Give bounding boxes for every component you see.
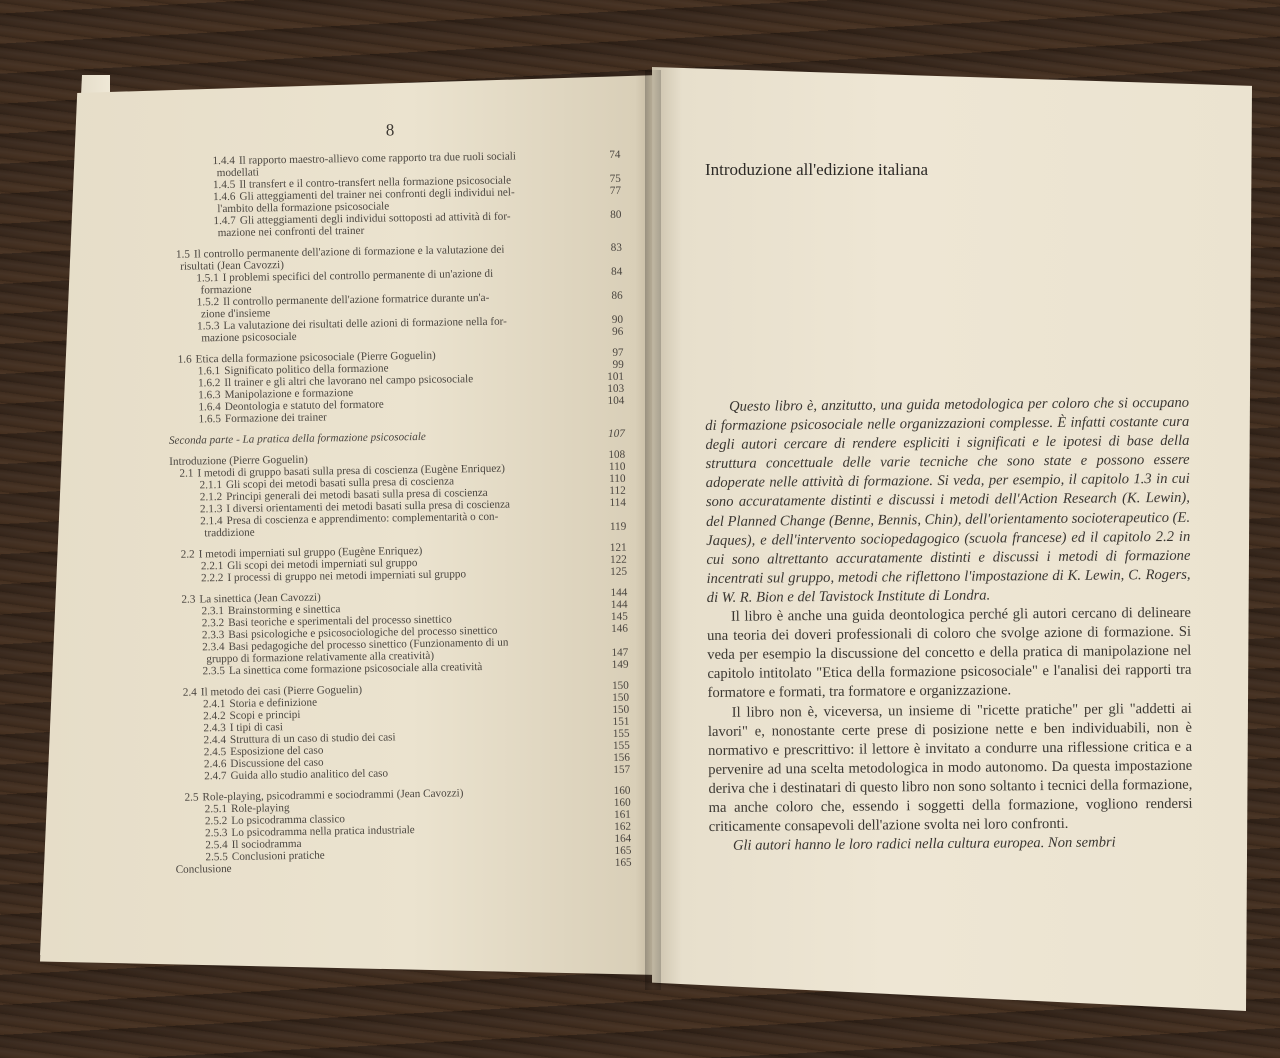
- toc-entry-number: 2.2: [180, 548, 195, 561]
- toc-entry-page: [596, 254, 622, 266]
- toc-entry-title: Basi psicologiche e psicosociologiche del processo sinettico: [228, 624, 498, 641]
- toc-entry-page: 83: [610, 241, 623, 254]
- toc-entry-title: Gli atteggiamenti degli individui sottoposti ad attività di for-: [239, 210, 511, 227]
- toc-entry-title: Lo psicodramma classico: [231, 813, 346, 827]
- toc-entry-page: 146: [611, 622, 629, 635]
- toc-entry-page: 150: [611, 679, 629, 692]
- intro-paragraph: Il libro non è, viceversa, un insieme di "ricette pratiche" per gli "addetti ai lavori" e, nonostante certe prese di posizione nette e ben individuabili, non è normativo e prescrittivo: il lettore è invitato a condurre una riflessione critica e a pervenire ad una scelta metodologica in modo autonomo. Da questa impostazione deriva che i destinatari di questo libro non sono soltanto i tecnici della formazione, ma anche coloro che, essendo i soggetti della formazione, vogliono rendersi criticamente consapevoli dell'azione svolta nei loro confronti.: [707, 700, 1193, 836]
- toc-entry-page: 151: [612, 715, 630, 728]
- toc-entry-title: I problemi specifici del controllo permanente di un'azione di: [222, 267, 494, 285]
- toc-entry-page: 104: [607, 394, 625, 408]
- toc-entry-page: 74: [609, 148, 621, 161]
- toc-entry-title: mazione nei confronti del trainer: [217, 224, 365, 240]
- toc-entry-number: 1.6.2: [197, 377, 221, 390]
- toc-entry-title: Principi generali dei metodi basati sulla presa di coscienza: [226, 486, 488, 504]
- toc-entry-title: Lo psicodramma nella pratica industriale: [231, 824, 415, 839]
- toc-entry-title: Role-playing, psicodrammi e sociodrammi (Jean Cavozzi): [202, 787, 464, 804]
- toc-entry-page: 90: [611, 313, 624, 326]
- toc-entry-number: 2.1.4: [200, 515, 223, 528]
- toc-entry-number: 2.4.1: [202, 698, 226, 711]
- toc-entry-number: 2.5.4: [205, 839, 228, 852]
- toc-entry-title: Brainstorming e sinettica: [227, 603, 341, 617]
- toc-entry-page: 119: [609, 520, 627, 533]
- toc-entry-page: 96: [611, 325, 624, 338]
- table-of-contents: [160, 121, 632, 876]
- toc-entry-title: Il controllo permanente dell'azione formatrice durante un'a-: [223, 291, 490, 309]
- toc-entry-title: Etica della formazione psicosociale (Pierre Goguelin): [195, 349, 436, 366]
- toc-entry-number: 1.4.7: [213, 214, 236, 228]
- toc-entry-page: 150: [612, 703, 630, 716]
- toc-entry-page: 162: [614, 820, 632, 833]
- toc-entry-title: Conclusione: [175, 862, 232, 876]
- toc-entry-page: 164: [614, 832, 632, 845]
- toc-entry-page: 121: [609, 541, 627, 554]
- intro-paragraph: Il libro è anche una guida deontologica perché gli autori cercano di delineare una teoria dei doveri professionali di coloro che svolge azione di formazione. Si veda per esempio la discussione del concetto e della pratica di manipolazione nel capitolo intitolato "Etica della formazione psicosociale" e l'analisi dei rapporti tra formatore e formati, tra formatore e organizzazione.: [707, 604, 1192, 702]
- toc-entry-page: 161: [613, 808, 631, 821]
- toc-list: [160, 149, 631, 876]
- toc-entry-page: [598, 407, 624, 419]
- toc-entry-title: modellati: [216, 166, 260, 180]
- toc-entry-title: Presa di coscienza e apprendimento: complementarità o con-: [226, 510, 499, 528]
- toc-entry-number: 2.2.1: [200, 560, 224, 573]
- toc-entry-title: Il transfert e il contro-transfert nella formazione psicosociale: [239, 174, 512, 191]
- toc-entry-number: 2.1.2: [199, 491, 223, 504]
- toc-entry-page: 165: [614, 856, 632, 869]
- toc-entry-title: Esposizione del caso: [230, 744, 324, 758]
- toc-entry-number: 1.5.2: [196, 296, 220, 309]
- toc-entry-page: 145: [610, 610, 628, 623]
- toc-entry-number: 1.5.3: [197, 320, 220, 333]
- toc-entry-page: 97: [612, 346, 624, 359]
- toc-entry-page: 157: [613, 763, 631, 776]
- toc-entry-page: 110: [609, 472, 626, 485]
- toc-entry-page: 114: [609, 496, 627, 509]
- toc-entry-title: La sinettica (Jean Cavozzi): [199, 591, 321, 606]
- toc-entry-title: risultati (Jean Cavozzi): [180, 259, 285, 273]
- toc-entry-page: 112: [609, 484, 626, 497]
- toc-entry-title: traddizione: [204, 526, 255, 540]
- toc-entry-title: Formazione dei trainer: [224, 411, 327, 426]
- toc-entry-title: Storia e definizione: [229, 696, 318, 710]
- page-number: 8: [385, 120, 395, 140]
- toc-entry-page: 84: [611, 265, 623, 278]
- toc-entry-number: 1.5.1: [196, 272, 219, 285]
- toc-entry-number: 1.4.6: [212, 190, 236, 204]
- toc-entry-page: 103: [607, 382, 625, 396]
- toc-entry-number: 2.5.1: [204, 803, 228, 816]
- book-gutter: [645, 70, 661, 990]
- toc-entry-number: 2.5.2: [204, 815, 228, 828]
- toc-entry-title: Il rapporto maestro-allievo come rapporto tra due ruoli sociali: [238, 150, 517, 167]
- toc-entry-page: 149: [611, 658, 629, 671]
- toc-entry-number: 2.1.1: [199, 479, 223, 492]
- toc-entry-number: 2.5.3: [204, 827, 228, 840]
- toc-entry-title: I metodi imperniati sul gruppo (Eugène Enriquez): [198, 544, 423, 561]
- toc-entry-page: 147: [611, 646, 629, 659]
- toc-entry-page: 160: [613, 784, 631, 797]
- toc-entry-number: 2.4.4: [203, 734, 227, 747]
- toc-entry-title: mazione psicosociale: [201, 330, 297, 345]
- toc-entry-page: 80: [610, 208, 622, 221]
- toc-entry-title: Struttura di un caso di studio dei casi: [229, 731, 396, 746]
- toc-entry-title: formazione: [200, 283, 252, 297]
- toc-entry-page: 144: [610, 598, 628, 611]
- toc-entry-page: 99: [612, 358, 624, 371]
- toc-entry-title: Significato politico della formazione: [224, 362, 389, 378]
- toc-entry-page: 165: [614, 844, 632, 857]
- toc-entry-title: Il trainer e gli altri che lavorano nel campo psicosociale: [224, 373, 474, 390]
- toc-entry-title: Manipolazione e formazione: [224, 386, 354, 402]
- toc-entry-title: Conclusioni pratiche: [231, 849, 325, 863]
- toc-entry-title: Discussione del caso: [230, 756, 324, 770]
- toc-entry-page: 122: [609, 553, 627, 566]
- toc-entry-page: 86: [611, 289, 623, 302]
- toc-entry-number: 1.6.4: [198, 401, 221, 414]
- toc-entry-title: La sinettica come formazione psicosociale alla creatività: [228, 661, 483, 677]
- toc-entry-number: 2.3.1: [201, 605, 225, 618]
- toc-entry-number: 1.6.3: [198, 389, 221, 402]
- toc-entry-title: La valutazione dei risultati delle azioni di formazione nella for-: [223, 315, 507, 333]
- toc-entry-page: [600, 509, 626, 521]
- toc-entry-number: 1.5: [175, 248, 191, 261]
- toc-entry-number: 2.4.3: [203, 722, 226, 735]
- toc-entry-title: gruppo di formazione relativamente alla creatività): [206, 649, 435, 666]
- toc-entry-page: 150: [612, 691, 630, 704]
- toc-entry-number: 1.6.1: [197, 365, 221, 378]
- toc-entry-title: Introduzione (Pierre Goguelin): [169, 453, 308, 468]
- toc-entry-number: 2.1: [179, 467, 194, 480]
- toc-entry-page: 108: [608, 448, 626, 461]
- toc-entry-title: Deontologia e statuto del formatore: [224, 398, 384, 414]
- toc-entry-page: 155: [612, 739, 630, 752]
- toc-entry-title: Basi pedagogiche del processo sinettico (Funzionamento di un: [228, 636, 509, 653]
- toc-entry-number: 2.3.4: [202, 641, 225, 654]
- toc-entry-title: Gli atteggiamenti del trainer nei confronti degli individui nel-: [239, 186, 515, 203]
- toc-entry-page: 160: [613, 796, 631, 809]
- toc-entry-number: 2.4: [182, 686, 197, 699]
- toc-entry-title: Scopi e principi: [229, 708, 301, 722]
- toc-entry-number: 1.4.4: [212, 154, 235, 168]
- toc-entry-title: I tipi di casi: [229, 721, 284, 734]
- toc-entry-number: 2.5.5: [205, 851, 228, 864]
- toc-entry-page: 101: [607, 370, 625, 384]
- toc-entry-title: zione d'insieme: [200, 307, 271, 321]
- toc-entry-page: [596, 278, 622, 290]
- toc-entry-page: 155: [612, 727, 630, 740]
- toc-entry-page: 75: [609, 172, 621, 185]
- toc-entry-title: l'ambito della formazione psicosociale: [217, 200, 390, 216]
- toc-entry-number: 1.6: [177, 353, 192, 366]
- toc-entry-number: 2.1.3: [199, 503, 223, 516]
- toc-entry-page: [596, 221, 622, 233]
- toc-entry-number: 2.4.2: [203, 710, 226, 723]
- toc-entry-number: 1.6.5: [198, 413, 222, 426]
- toc-entry-title: I processi di gruppo nei metodi imperniati sul gruppo: [227, 568, 467, 584]
- toc-entry-number: 2.4.6: [203, 758, 227, 771]
- toc-entry-number: 1.4.5: [212, 178, 236, 192]
- toc-entry-number: 2.5: [184, 791, 199, 804]
- intro-title: Introduzione all'edizione italiana: [705, 160, 929, 179]
- toc-entry-page: 156: [613, 751, 631, 764]
- toc-entry-title: Role-playing: [230, 802, 290, 815]
- toc-entry-number: 2.3.5: [202, 665, 226, 678]
- toc-entry-title: Il sociodramma: [231, 837, 302, 851]
- toc-entry-number: 2.3: [181, 593, 196, 606]
- intro-paragraph: Questo libro è, anzitutto, una guida metodologica per coloro che si occupano di formazione psicosociale nelle organizzazioni complesse. È infatti costante cura degli autori cercare di rendere espliciti i significati e le ipotesi di base della struttura concettuale delle varie tecniche che sono state e possono essere adoperate nelle attività di formazione. Si veda, per esempio, il capitolo 1.3 in cui sono accuratamente distinti e discussi i metodi dell'Action Research (K. Lewin), del Planned Change (Benne, Bennis, Chin), dell'orientamento socioterapeutico (E. Jaques), e dell'intervento sociopedagogico (scuola francese) ed il capitolo 2.2 in cui sono altrettanto accuratamente distinti e discussi i metodi di formazione incentrati sul gruppo, metodi che riflettono l'impostazione di K. Lewin, C. Rogers, di W. R. Bion e del Tavistock Institute di Londra.: [705, 394, 1191, 606]
- toc-entry-title: Guida allo studio analitico del caso: [230, 767, 389, 782]
- toc-entry-page: 107: [607, 427, 625, 440]
- toc-entry-number: 2.3.2: [201, 617, 225, 630]
- toc-entry-page: 77: [609, 184, 622, 197]
- intro-body: [705, 394, 1193, 856]
- toc-entry-number: 2.3.3: [201, 629, 225, 642]
- toc-entry-page: [595, 161, 621, 173]
- toc-entry-page: 144: [610, 586, 628, 599]
- toc-entry-title: Gli scopi dei metodi imperniati sul gruppo: [227, 557, 418, 572]
- toc-entry-page: [597, 302, 623, 314]
- toc-entry-title: Gli scopi dei metodi basati sulla presa di coscienza: [225, 475, 455, 492]
- toc-entry-title: I diversi orientamenti dei metodi basati sulla presa di coscienza: [226, 498, 511, 516]
- toc-entry-page: 110: [608, 460, 626, 473]
- toc-entry-number: 2.4.5: [203, 746, 227, 759]
- toc-entry-page: [595, 197, 621, 209]
- toc-entry-title: Seconda parte - La pratica della formazione psicosociale: [168, 430, 426, 447]
- toc-entry-page: 125: [610, 565, 628, 578]
- toc-entry-title: Basi teoriche e sperimentali del processo sinettico: [228, 613, 452, 629]
- toc-entry-number: 2.2.2: [200, 572, 224, 585]
- toc-entry-title: I metodi di gruppo basati sulla presa di coscienza (Eugène Enriquez): [197, 462, 506, 480]
- toc-entry-title: Il metodo dei casi (Pierre Goguelin): [200, 683, 363, 699]
- toc-entry-title: Il controllo permanente dell'azione di formazione e la valutazione dei: [193, 243, 505, 261]
- toc-entry-page: [602, 635, 628, 647]
- toc-entry-number: 2.4.7: [204, 770, 227, 783]
- intro-paragraph: Gli autori hanno le loro radici nella cultura europea. Non sembri: [732, 834, 1116, 854]
